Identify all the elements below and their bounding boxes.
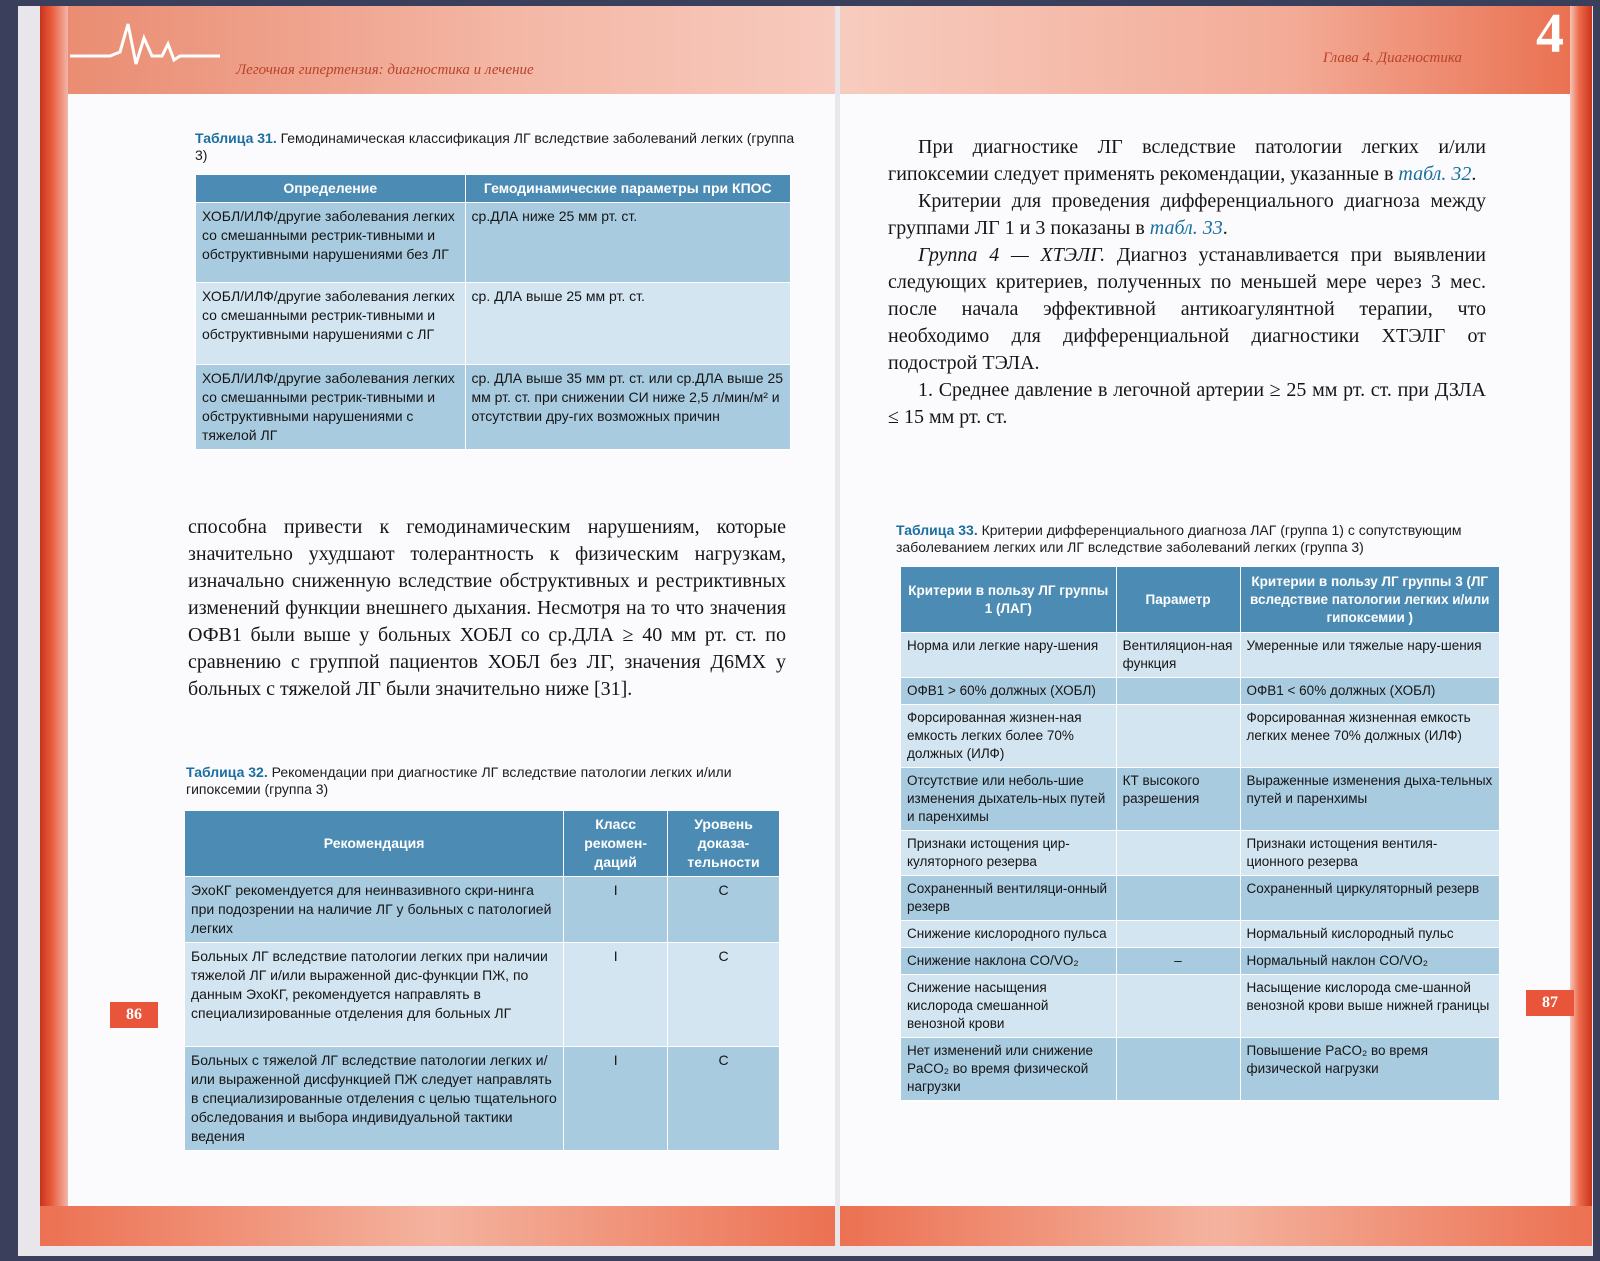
p2-text: Критерии для проведения дифференциального диагноза между группами ЛГ 1 и 3 показаны в (888, 190, 1486, 239)
table-cell: КТ высокого разрешения (1116, 768, 1240, 831)
table-cell: Больных ЛГ вследствие патологии легких при наличии тяжелой ЛГ и/или выраженной дис-функции ПЖ, по данным ЭхоКГ, рекомендуется направлять в специализированные отделения для больных ЛГ (185, 943, 564, 1047)
table-cell: I (564, 1047, 668, 1151)
table-cell: Признаки истощения цир-куляторного резерва (901, 831, 1117, 876)
table31-header: Определение (196, 175, 466, 203)
table-row (901, 921, 1500, 948)
right-paragraph-2: Критерии для проведения дифференциального диагноза между группами ЛГ 1 и 3 показаны в табл. 33. (888, 190, 1486, 239)
table-cell: Больных с тяжелой ЛГ вследствие патологии легких и/или выраженной дисфункцией ПЖ следует направлять в специализированные отделения с целью тщательного обследования и выбора индивидуальной тактики ведения (185, 1047, 564, 1151)
table-cell: Насыщение кислорода сме-шанной венозной крови выше нижней границы (1240, 975, 1499, 1038)
table33-header: Критерии в пользу ЛГ группы 1 (ЛАГ) (901, 567, 1117, 633)
table-cell (1116, 831, 1240, 876)
table-cell: Вентиляцион-ная функция (1116, 633, 1240, 678)
table31-caption-text: Гемодинамическая классификация ЛГ вследствие заболеваний легких (группа 3) (195, 130, 795, 163)
table-cell: ЭхоКГ рекомендуется для неинвазивного скри-нинга при подозрении на наличие ЛГ у больных с патологией легких (185, 877, 564, 943)
table31-header: Гемодинамические параметры при КПОС (465, 175, 790, 203)
table32-label: Таблица 32. (186, 764, 268, 780)
table-row (185, 877, 780, 943)
chapter-number: 4 (1536, 6, 1564, 65)
right-footer-band (840, 1206, 1592, 1246)
table-cell: ОФВ1 > 60% должных (ХОБЛ) (901, 678, 1117, 705)
table32-header: Класс рекомен-даций (564, 811, 668, 877)
table33-link[interactable]: табл. 33 (1149, 217, 1223, 239)
right-header-band (840, 6, 1592, 94)
table-cell (1116, 1038, 1240, 1101)
table33-caption (896, 522, 1496, 556)
table-cell: ХОБЛ/ИЛФ/другие заболевания легких со смешанными рестрик-тивными и обструктивными нарушениями с тяжелой ЛГ (196, 365, 466, 450)
table-cell: Нормальный наклон CO/VO₂ (1240, 948, 1499, 975)
table33-caption-text: Критерии дифференциального диагноза ЛАГ (группа 1) с сопутствующим заболеванием легких или ЛГ вследствие заболеваний легких (группа 3) (896, 522, 1462, 555)
table-cell: Признаки истощения вентиля-ционного резерва (1240, 831, 1499, 876)
table-row (185, 1047, 780, 1151)
right-paragraph-4: 1. Среднее давление в легочной артерии ≥ 25 мм рт. ст. при ДЗЛА ≤ 15 мм рт. ст. (888, 379, 1486, 428)
table-row (901, 948, 1500, 975)
table33 (900, 566, 1500, 1101)
table-cell: I (564, 877, 668, 943)
table-cell: Нет изменений или снижение PaCO₂ во время физической нагрузки (901, 1038, 1117, 1101)
table33-label: Таблица 33. (896, 522, 978, 538)
table31-label: Таблица 31. (195, 130, 277, 146)
left-footer-band (40, 1206, 835, 1246)
table32 (184, 810, 780, 1151)
book-spread (18, 6, 1593, 1256)
table-cell (1116, 975, 1240, 1038)
group4-lead: Группа 4 — ХТЭЛГ. (918, 244, 1106, 266)
table-cell: Снижение наклона CO/VO₂ (901, 948, 1117, 975)
table-cell: Снижение кислородного пульса (901, 921, 1117, 948)
right-running-head: Глава 4. Диагностика (1322, 50, 1462, 66)
table31-caption (195, 130, 795, 164)
table-cell: ср.ДЛА ниже 25 мм рт. ст. (465, 203, 790, 283)
left-page-edge (40, 6, 68, 1246)
table-cell: ХОБЛ/ИЛФ/другие заболевания легких со смешанными рестрик-тивными и обструктивными нарушениями с ЛГ (196, 283, 466, 365)
table-cell (1116, 705, 1240, 768)
right-paragraph-1: При диагностике ЛГ вследствие патологии легких и/или гипоксемии следует применять рекомендации, указанные в табл. 32. (888, 136, 1486, 185)
table-row (196, 365, 791, 450)
table-row (901, 1038, 1500, 1101)
right-body-text (888, 134, 1486, 431)
table-cell: Сохраненный циркуляторный резерв (1240, 876, 1499, 921)
table32-header: Уровень доказа-тельности (668, 811, 780, 877)
left-page (40, 6, 835, 1246)
table-cell: Отсутствие или неболь-шие изменения дыхатель-ных путей и паренхимы (901, 768, 1117, 831)
table-cell: ср. ДЛА выше 35 мм рт. ст. или ср.ДЛА выше 25 мм рт. ст. при снижении СИ ниже 2,5 л/мин/м² и отсутствии дру-гих возможных причин (465, 365, 790, 450)
table-cell: Снижение насыщения кислорода смешанной венозной крови (901, 975, 1117, 1038)
table-cell: Форсированная жизнен-ная емкость легких более 70% должных (ИЛФ) (901, 705, 1117, 768)
table-cell: Норма или легкие нару-шения (901, 633, 1117, 678)
table-cell: ср. ДЛА выше 25 мм рт. ст. (465, 283, 790, 365)
left-running-head: Легочная гипертензия: диагностика и лечение (236, 62, 534, 78)
table-cell (1116, 921, 1240, 948)
table-cell: Сохраненный вентиляци-онный резерв (901, 876, 1117, 921)
table-row (185, 943, 780, 1047)
table33-header: Параметр (1116, 567, 1240, 633)
table-cell: Нормальный кислородный пульс (1240, 921, 1499, 948)
p3-text: Диагноз устанавливается при выявлении следующих критериев, полученных по меньшей мере через 3 мес. после начала эффективной антикоагулянтной терапии, что необходимо для дифференциальной диагностики ХТЭЛГ от подострой ТЭЛА. (888, 244, 1487, 374)
table-cell (1116, 678, 1240, 705)
table-row (901, 975, 1500, 1038)
left-page-number: 86 (110, 1002, 158, 1028)
table-row (901, 876, 1500, 921)
left-header-band (40, 6, 835, 94)
table-cell: Умеренные или тяжелые нару-шения (1240, 633, 1499, 678)
right-page-edge (1570, 6, 1592, 1246)
table-cell: I (564, 943, 668, 1047)
table-row (196, 203, 791, 283)
p1-text: При диагностике ЛГ вследствие патологии легких и/или гипоксемии следует применять рекомендации, указанные в (888, 136, 1486, 185)
left-body-text (188, 514, 786, 703)
table-cell (1116, 876, 1240, 921)
right-page (840, 6, 1592, 1246)
table-row (901, 768, 1500, 831)
table-cell: ХОБЛ/ИЛФ/другие заболевания легких со смешанными рестрик-тивными и обструктивными нарушениями без ЛГ (196, 203, 466, 283)
table-row (901, 831, 1500, 876)
left-paragraph: способна привести к гемодинамическим нарушениям, которые значительно ухудшают толерантность к физическим нагрузкам, изначально сниженную вследствие обструктивных и рестриктивных изменений функции внешнего дыхания. Несмотря на то что значения ОФВ1 были выше у больных ХОБЛ со ср.ДЛА ≥ 40 мм рт. ст. по сравнению с группой пациентов ХОБЛ без ЛГ, значения Д6МХ у больных с тяжелой ЛГ были значительно ниже [31]. (188, 516, 786, 700)
table-row (901, 705, 1500, 768)
ecg-wave-icon (70, 14, 220, 74)
table-row (901, 678, 1500, 705)
table-cell: ОФВ1 < 60% должных (ХОБЛ) (1240, 678, 1499, 705)
table-cell: Форсированная жизненная емкость легких менее 70% должных (ИЛФ) (1240, 705, 1499, 768)
table-cell: C (668, 1047, 780, 1151)
table33-header: Критерии в пользу ЛГ группы 3 (ЛГ вследствие патологии легких и/или гипоксемии ) (1240, 567, 1499, 633)
right-paragraph-3 (888, 242, 1486, 377)
table32-header: Рекомендация (185, 811, 564, 877)
table-cell: Выраженные изменения дыха-тельных путей и паренхимы (1240, 768, 1499, 831)
table32-caption (186, 764, 786, 798)
table-row (901, 633, 1500, 678)
right-page-number: 87 (1526, 990, 1574, 1016)
table32-caption-text: Рекомендации при диагностике ЛГ вследствие патологии легких и/или гипоксемии (группа 3) (186, 764, 732, 797)
table-cell: – (1116, 948, 1240, 975)
table-cell: C (668, 943, 780, 1047)
table-cell: C (668, 877, 780, 943)
table31 (195, 174, 791, 450)
table-row (196, 283, 791, 365)
table-cell: Повышение PaCO₂ во время физической нагрузки (1240, 1038, 1499, 1101)
table32-link[interactable]: табл. 32 (1398, 163, 1472, 185)
